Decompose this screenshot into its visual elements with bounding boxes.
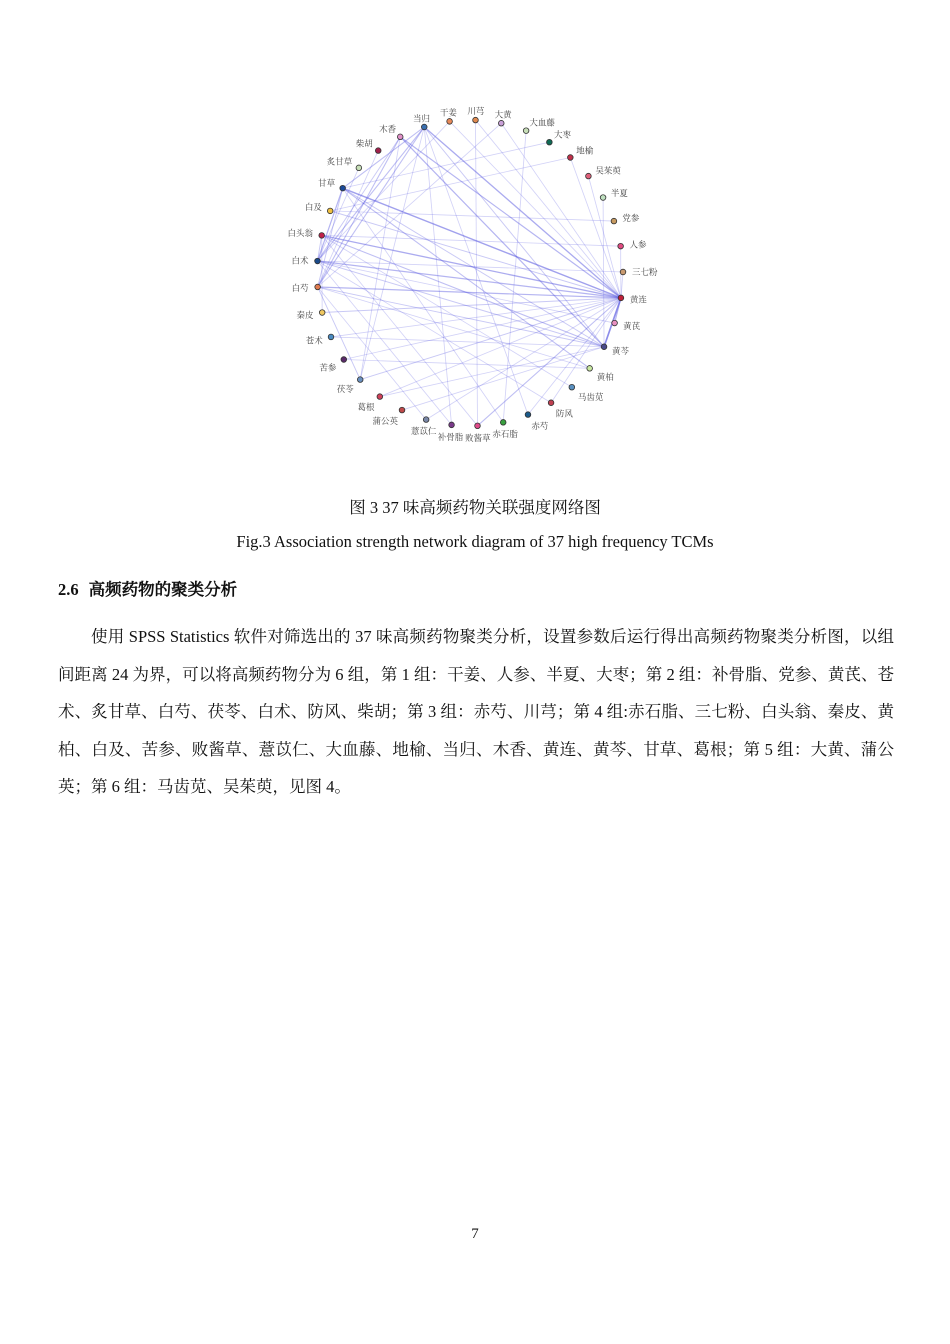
network-node — [328, 334, 334, 340]
node-label: 干姜 — [439, 108, 457, 119]
network-edge — [570, 157, 621, 297]
network-edge — [322, 298, 621, 313]
network-node — [600, 195, 606, 201]
network-edge — [330, 211, 614, 221]
network-edge — [317, 137, 400, 261]
node-label: 甘草 — [318, 179, 336, 190]
network-node — [586, 173, 592, 179]
node-label: 吴茱萸 — [595, 166, 621, 177]
node-label: 人参 — [629, 240, 647, 251]
node-label: 茯苓 — [336, 384, 354, 395]
network-edge — [318, 151, 379, 287]
network-node — [611, 218, 617, 224]
network-node — [319, 310, 325, 316]
network-edge — [360, 127, 424, 380]
network-edge — [322, 235, 572, 387]
network-node — [375, 148, 381, 154]
network-node — [498, 120, 504, 126]
network-node — [525, 412, 531, 418]
network-edge — [322, 235, 323, 312]
network-node — [568, 155, 574, 161]
network-node — [612, 320, 618, 326]
node-label: 葛根 — [357, 402, 375, 413]
network-edge — [317, 188, 342, 261]
network-node — [319, 233, 325, 239]
node-label: 薏苡仁 — [410, 427, 437, 438]
node-label: 黄连 — [629, 295, 647, 306]
node-label: 大枣 — [554, 130, 572, 141]
section-number: 2.6 — [58, 580, 79, 599]
network-edge — [343, 188, 590, 368]
network-node — [523, 128, 529, 134]
network-node — [449, 422, 455, 428]
node-label: 柴胡 — [355, 139, 373, 150]
node-label: 川芎 — [467, 107, 485, 118]
network-node — [357, 377, 363, 383]
node-label: 蒲公英 — [372, 417, 399, 428]
network-node — [587, 366, 593, 372]
node-label: 防风 — [555, 409, 573, 420]
network-node — [399, 407, 405, 413]
network-node — [315, 284, 321, 290]
network-node — [397, 134, 403, 140]
node-label: 白芍 — [291, 283, 309, 294]
network-node — [377, 394, 383, 400]
node-label: 木香 — [379, 124, 397, 135]
figure-caption-chinese: 图 3 37 味高频药物关联强度网络图 — [349, 498, 601, 517]
node-label: 白术 — [291, 256, 309, 267]
node-label: 当归 — [413, 114, 431, 125]
node-label: 地榆 — [576, 146, 594, 157]
network-node — [341, 357, 347, 363]
page-number: 7 — [471, 1226, 479, 1242]
network-node — [473, 117, 479, 123]
node-label: 马齿苋 — [577, 392, 604, 403]
network-node — [548, 400, 554, 406]
network-node — [500, 420, 506, 426]
network-node — [447, 119, 453, 125]
network-node — [569, 384, 575, 390]
body-paragraph: 使用 SPSS Statistics 软件对筛选出的 37 味高频药物聚类分析，设置参数后运行得出高频药物聚类分析图，以组间距离 24 为界，可以将高频药物分为 6 组，第 1 组：干姜、人参、半夏、大枣；第 2 组：补骨脂、党参、黄芪、苍术、炙甘草、白芍、茯苓、白术、防风、柴胡；第 3 组：赤芍、川芎；第 4 组:赤石脂、三七粉、白头翁、秦皮、黄柏、白及、苦参、败酱草、薏苡仁、大血藤、地榆、当归、木香、黄连、黄芩、甘草、葛根；第 5 组：大黄、蒲公英；第 6 组：马齿苋、吴茱萸，见图 4。 — [58, 627, 894, 796]
node-label: 苍术 — [305, 336, 323, 347]
section-heading — [58, 576, 237, 600]
network-node — [618, 243, 624, 249]
node-label: 秦皮 — [296, 310, 314, 321]
network-node — [423, 417, 429, 423]
network-node — [618, 295, 624, 301]
node-label: 赤芍 — [531, 421, 549, 432]
network-edge — [317, 261, 451, 428]
network-node — [315, 258, 321, 264]
section-title: 高频药物的聚类分析 — [88, 580, 238, 599]
node-label: 苦参 — [319, 363, 337, 374]
network-node — [601, 344, 607, 350]
node-label: 补骨脂 — [437, 432, 464, 443]
network-edge — [477, 298, 620, 426]
node-label: 白及 — [304, 203, 322, 214]
network-node — [340, 185, 346, 191]
node-label: 半夏 — [610, 189, 628, 200]
association-network-diagram — [0, 0, 950, 470]
network-node — [421, 124, 427, 130]
figure-caption-english: Fig.3 Association strength network diagram of 37 high frequency TCMs — [236, 532, 714, 551]
network-node — [620, 269, 626, 275]
node-label: 败酱草 — [465, 433, 491, 444]
node-label: 三七粉 — [631, 267, 658, 278]
node-label: 赤石脂 — [492, 430, 518, 441]
node-label: 大黄 — [494, 110, 512, 121]
node-label: 黄芩 — [611, 347, 629, 358]
node-label: 白头翁 — [287, 229, 313, 240]
network-edge — [330, 157, 570, 210]
node-label: 炙甘草 — [326, 157, 353, 168]
node-label: 党参 — [622, 214, 640, 225]
network-node — [547, 139, 553, 145]
network-node — [475, 423, 481, 429]
node-label: 黄柏 — [596, 372, 614, 383]
network-node — [356, 165, 362, 171]
network-edge — [402, 347, 604, 410]
network-node — [327, 208, 333, 214]
node-label: 大血藤 — [529, 118, 555, 129]
node-label: 黄芪 — [623, 321, 641, 332]
